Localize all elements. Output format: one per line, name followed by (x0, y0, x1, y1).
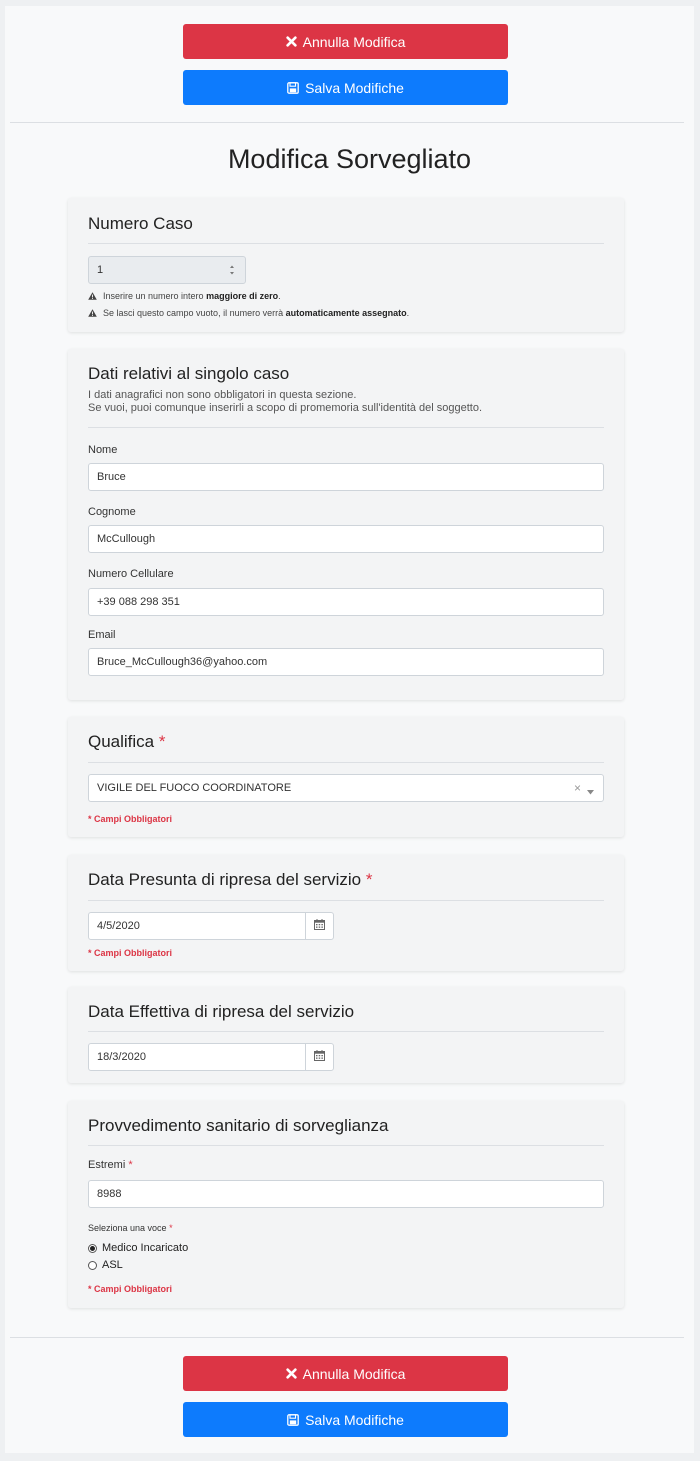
calendar-button[interactable] (305, 912, 334, 940)
provvedimento-title: Provvedimento sanitario di sorveglianza (88, 1116, 389, 1135)
card-divider (88, 900, 604, 901)
card-divider (88, 1031, 604, 1032)
qualifica-card (68, 717, 624, 837)
cognome-label: Cognome (88, 506, 136, 518)
warning-triangle-icon (88, 309, 97, 317)
seleziona-voce-text: Seleziona una voce (88, 1223, 167, 1233)
card-divider (88, 762, 604, 763)
required-fields-note: * Campi Obbligatori (88, 1284, 173, 1294)
numero-caso-card (68, 198, 624, 332)
note1-end: . (278, 291, 281, 301)
required-mark: * (158, 732, 166, 751)
data-effettiva-value: 18/3/2020 (97, 1051, 146, 1063)
note2-bold: automaticamente assegnato (285, 308, 407, 318)
dati-caso-subtitle-1: I dati anagrafici non sono obbligatori in questa sezione. (88, 389, 357, 401)
radio-button-checked[interactable] (88, 1244, 97, 1253)
cellulare-input[interactable] (88, 588, 604, 616)
save-changes-button-bottom[interactable] (183, 1402, 508, 1437)
cellulare-label: Numero Cellulare (88, 568, 174, 580)
qualifica-select[interactable] (88, 774, 604, 802)
clear-selection-icon[interactable]: × (573, 781, 581, 795)
nome-value: Bruce (97, 471, 126, 483)
data-effettiva-input[interactable] (88, 1043, 306, 1071)
page-title: Modifica Sorvegliato (227, 144, 472, 174)
estremi-value: 8988 (97, 1188, 122, 1200)
card-divider (88, 243, 604, 244)
dati-caso-title: Dati relativi al singolo caso (88, 364, 290, 383)
seleziona-voce-label (88, 1223, 173, 1233)
cancel-edit-button-top[interactable] (183, 24, 508, 59)
data-effettiva-card (68, 987, 624, 1083)
floppy-disk-icon (287, 1414, 299, 1426)
qualifica-title-text: Qualifica (88, 732, 155, 751)
radio-medico-incaricato[interactable] (88, 1242, 188, 1254)
radio-asl[interactable] (88, 1259, 123, 1271)
times-icon (286, 1368, 297, 1379)
note-maggiore-zero (88, 291, 281, 301)
warning-triangle-icon (88, 292, 97, 300)
times-icon (286, 36, 297, 47)
required-mark: * (169, 1223, 173, 1233)
cognome-value: McCullough (97, 533, 156, 545)
numero-caso-input[interactable] (88, 256, 246, 284)
dati-caso-card (68, 349, 624, 700)
divider-top (10, 122, 684, 123)
number-spinner-icon[interactable] (229, 264, 235, 279)
divider-bottom (10, 1337, 684, 1338)
required-mark: * (128, 1159, 133, 1171)
nome-input[interactable] (88, 463, 604, 491)
email-label: Email (88, 629, 116, 641)
data-presunta-card (68, 855, 624, 971)
numero-caso-value: 1 (97, 264, 104, 276)
required-fields-note: * Campi Obbligatori (88, 814, 173, 824)
data-presunta-input[interactable] (88, 912, 306, 940)
data-presunta-title-text: Data Presunta di ripresa del servizio (88, 870, 362, 889)
note-assegnato (88, 308, 409, 318)
card-divider (88, 427, 604, 428)
note1-text: Inserire un numero intero (103, 291, 207, 301)
cancel-edit-label: Annulla Modifica (302, 1365, 406, 1382)
save-changes-button-top[interactable] (183, 70, 508, 105)
data-effettiva-datepicker (88, 1043, 334, 1071)
note1-bold: maggiore di zero (206, 291, 279, 301)
radio-asl-label: ASL (102, 1259, 123, 1271)
save-changes-label: Salva Modifiche (305, 79, 404, 96)
cancel-edit-label: Annulla Modifica (302, 33, 406, 50)
calendar-button[interactable] (305, 1043, 334, 1071)
chevron-down-icon[interactable] (587, 786, 594, 798)
save-changes-label: Salva Modifiche (305, 1411, 404, 1428)
nome-label: Nome (88, 444, 118, 456)
provvedimento-card (68, 1101, 624, 1308)
estremi-label-text: Estremi (88, 1159, 126, 1171)
email-input[interactable] (88, 648, 604, 676)
required-mark: * (365, 870, 373, 889)
numero-caso-title: Numero Caso (88, 214, 193, 233)
note2-text: Se lasci questo campo vuoto, il numero verrà (103, 308, 286, 318)
radio-button-unchecked[interactable] (88, 1261, 97, 1270)
estremi-label (88, 1159, 133, 1171)
floppy-disk-icon (287, 82, 299, 94)
data-presunta-value: 4/5/2020 (97, 920, 140, 932)
calendar-icon (314, 917, 325, 935)
data-presunta-datepicker (88, 912, 334, 940)
data-effettiva-title: Data Effettiva di ripresa del servizio (88, 1002, 355, 1021)
qualifica-selected-value: VIGILE DEL FUOCO COORDINATORE (97, 782, 292, 794)
required-fields-note: * Campi Obbligatori (88, 948, 173, 958)
cellulare-value: +39 088 298 351 (97, 596, 180, 608)
note2-end: . (406, 308, 410, 318)
estremi-input[interactable] (88, 1180, 604, 1208)
card-divider (88, 1145, 604, 1146)
email-value: Bruce_McCullough36@yahoo.com (97, 656, 268, 668)
dati-caso-subtitle-2: Se vuoi, puoi comunque inserirli a scopo di promemoria sull'identità del soggetto. (88, 402, 483, 414)
radio-medico-label: Medico Incaricato (102, 1242, 189, 1254)
cognome-input[interactable] (88, 525, 604, 553)
qualifica-title (88, 732, 166, 752)
cancel-edit-button-bottom[interactable] (183, 1356, 508, 1391)
data-presunta-title (88, 870, 372, 890)
calendar-icon (314, 1048, 325, 1066)
page-container (5, 6, 694, 1453)
